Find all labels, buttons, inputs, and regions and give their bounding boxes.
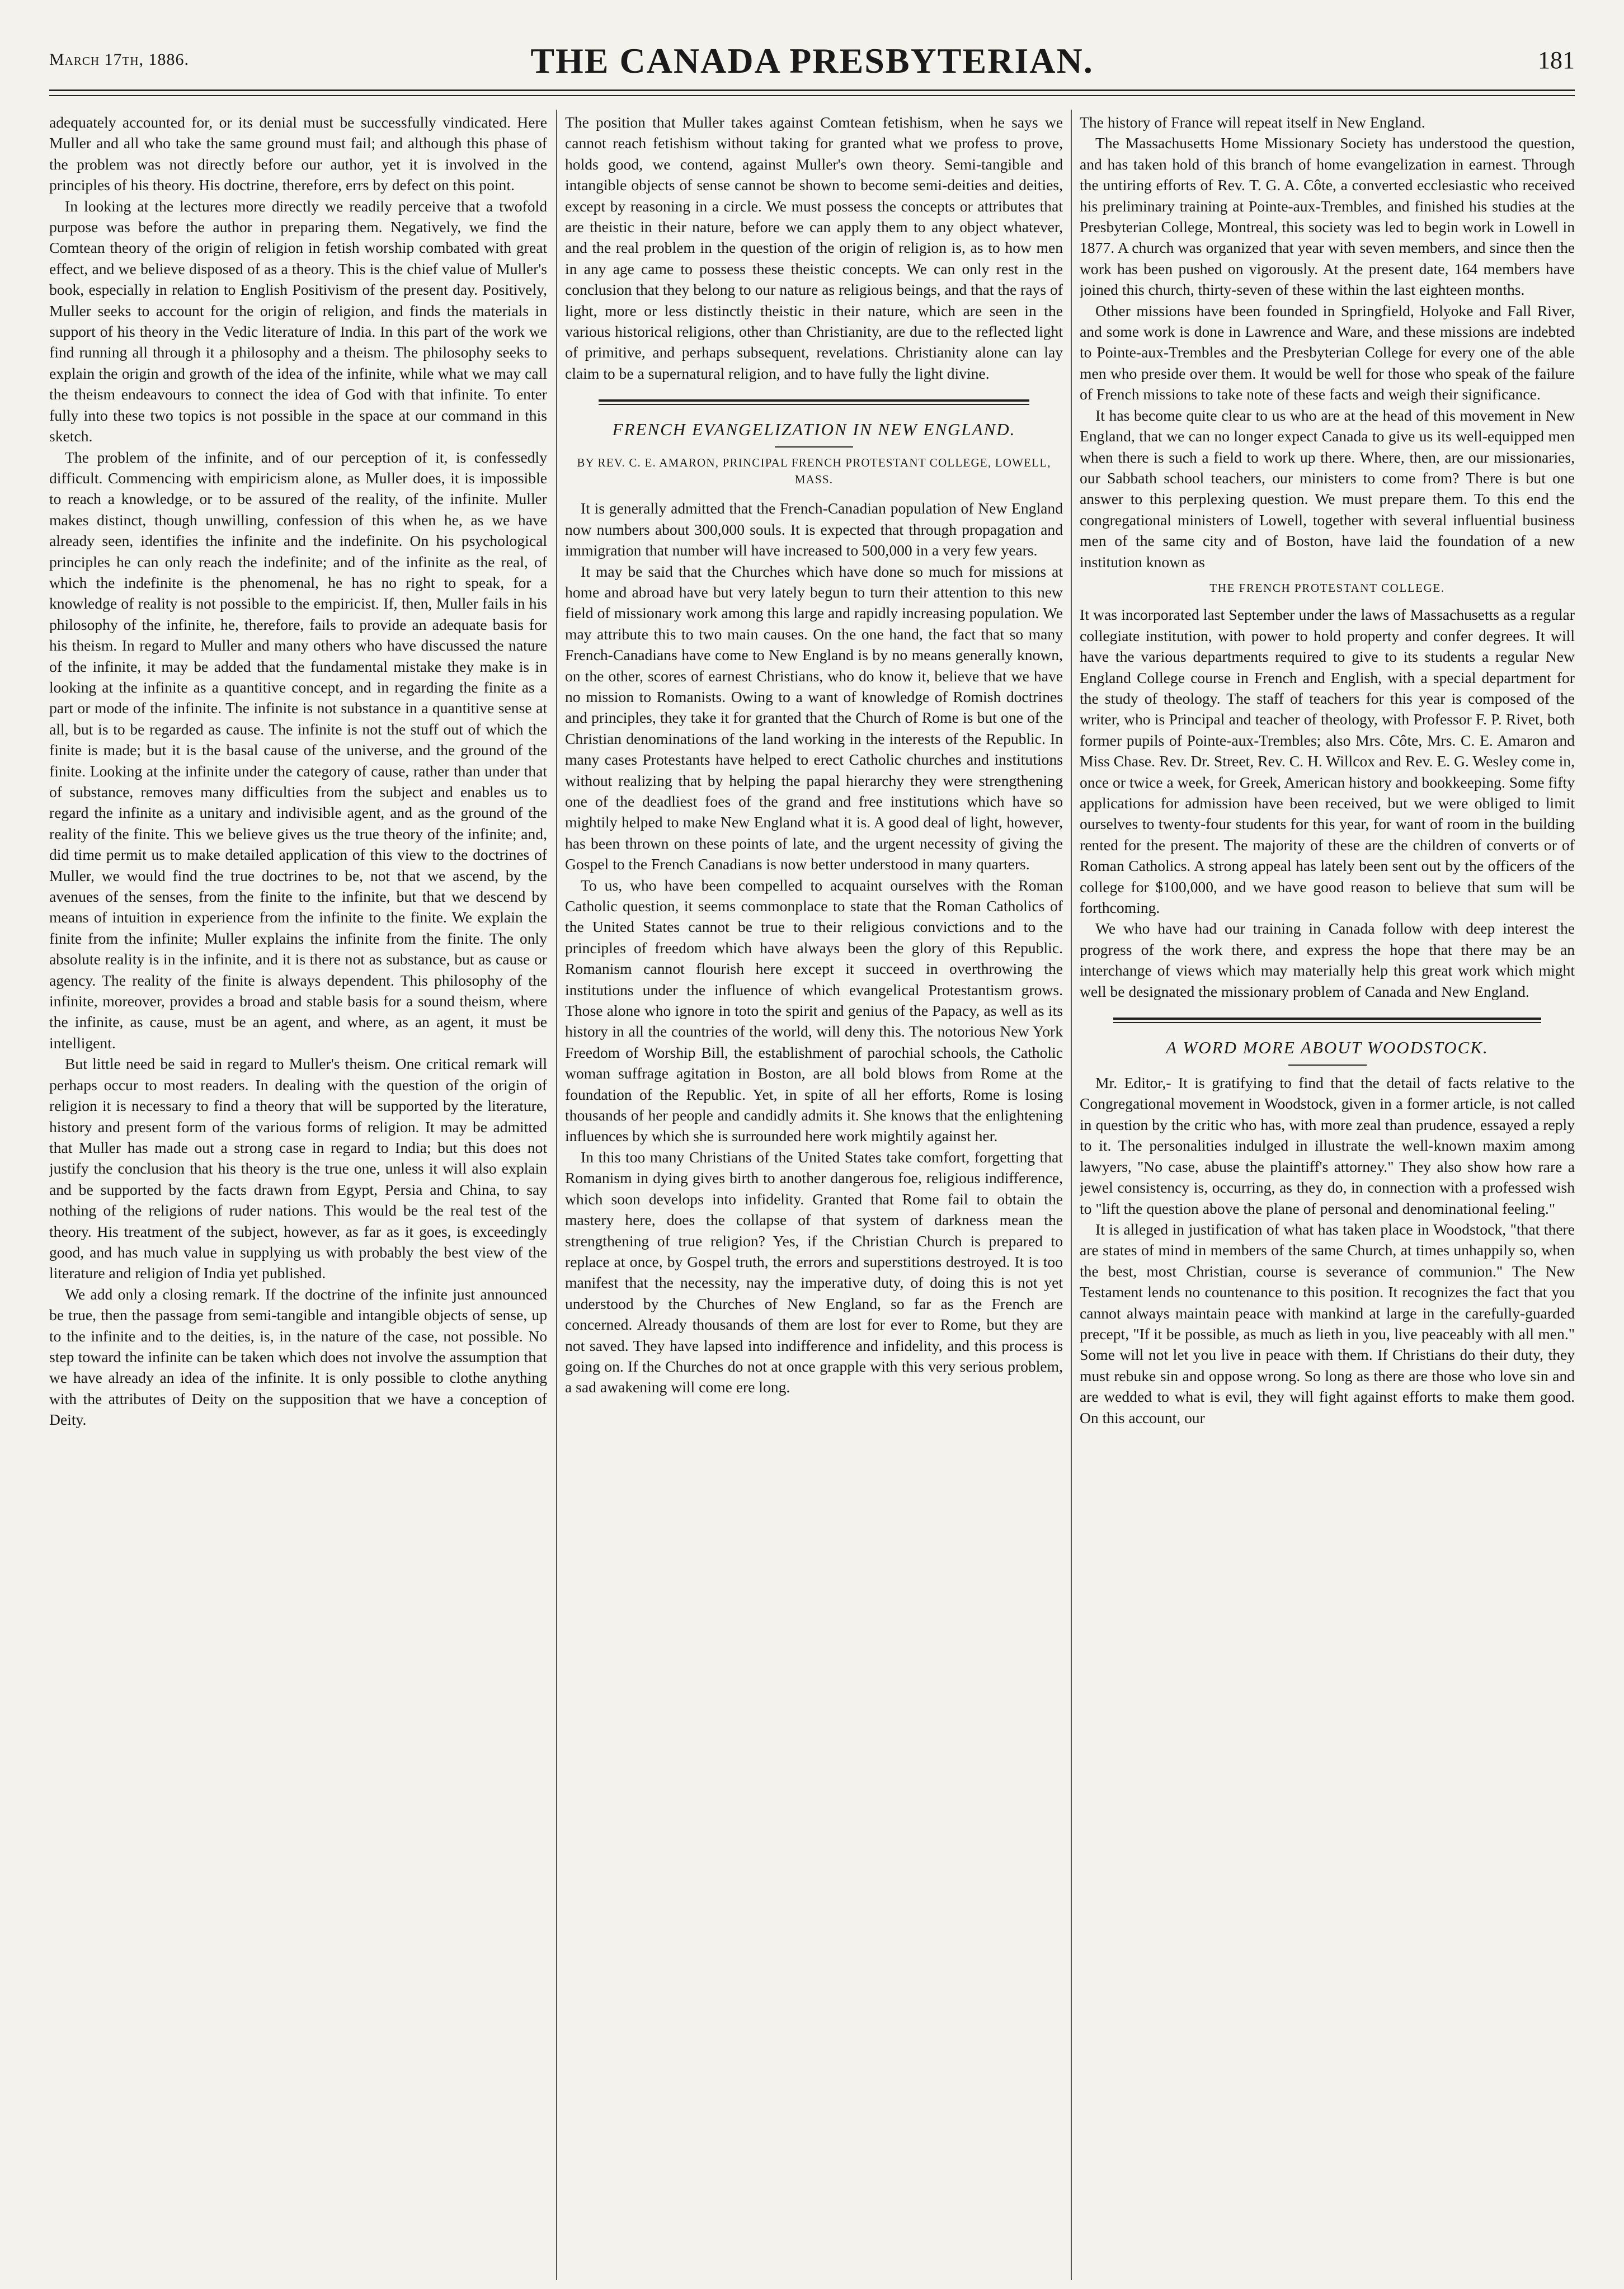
paragraph: In looking at the lectures more directly we readily perceive that a twofold purpose was before the author in preparing them. Negatively, we find the Comtean theory of the origin of religion in fetish worship combated with great effect, and we believe disposed of as a theory. This is the chief value of Muller's book, especially in relation to English Positivism of the present day. Positively, Muller seeks to account for the origin of religion, and finds the materials in support of his theory in the Vedic literature of India. In this part of the work we find running all through it a philosophy and a theism. The philosophy seeks to explain the origin and growth of the idea of the infinite, while what we may call the theism endeavours to connect the idea of God with that infinite. To enter fully into these two topics is not possible in the space at our command in this sketch. (49, 197, 547, 445)
section-divider (599, 399, 1029, 405)
paragraph: It may be said that the Churches which have done so much for missions at home and abroad have but very lately begun to turn their attention to this new field of missionary work among this large and rapidly increasing population. We may attribute this to two main causes. On the one hand, the fact that so many French-Canadians have come to New England is by no means generally known, on the other, scores of earnest Christians, who do know it, believe that we have no mission to Romanists. Owing to a want of knowledge of Romish doctrines and principles, they take it for granted that the Church of Rome is but one of the Christian denominations of the land working in the interests of the Republic. In many cases Protestants have helped to erect Catholic churches and institutions without realizing that by helping the papal hierarchy they were strengthening one of the deadliest foes of the grand and free institutions which have so mightily helped to make New England what it is. A good deal of light, however, has been thrown on these points of late, and the urgent necessity of giving the Gospel to the French Canadians is now better understood in many quarters. (565, 562, 1063, 873)
paragraph: The position that Muller takes against Comtean fetishism, when he says we cannot reach fetishism without taking for granted what we profess to prove, holds good, we contend, against Muller's own theory. Semi-tangible and intangible objects of sense cannot be shown to become semi-deities and deities, except by reasoning in a circle. We must possess the concepts or attributes that are theistic in their nature, before we can apply them to any object whatever, and the real problem in the question of the origin of religion is, as to how men in any age came to possess these theistic concepts. We can only rest in the conclusion that they belong to our nature as religious beings, and that the rays of light, more or less distinctly theistic in their nature, which are seen in the various historical religions, other than Christianity, are due to the reflected light of primitive, and perhaps subsequent, revelations. Christianity alone can lay claim to be a supernatural religion, and to have fully the light divine. (565, 114, 1063, 382)
paragraph: The history of France will repeat itself in New England. (1080, 114, 1425, 131)
article-byline: BY REV. C. E. AMARON, PRINCIPAL FRENCH PROTESTANT COLLEGE, LOWELL, MASS. (577, 456, 1051, 487)
paragraph: In this too many Christians of the United States take comfort, forgetting that Romanism in dying gives birth to another dangerous foe, religious indifference, which soon develops into infidelity. Granted that Rome fail to obtain the mastery here, does the collapse of that system of darkness mean the strengthening of true religion? Yes, if the Christian Church is prepared to replace at once, by Gospel truth, the errors and superstitions destroyed. It is too manifest that the necessity, nay the imperative duty, of doing this is not yet understood by the Churches of New England, so far as the French are concerned. Already thousands of them are lost for ever to Rome, but they are not saved. They have lapsed into indifference and infidelity, and this process is going on. If the Churches do not at once grapple with this very serious problem, a sad awakening will come ere long. (565, 1148, 1063, 1396)
issue-date: March 17th, 1886. (49, 50, 190, 69)
title-rule (775, 446, 853, 448)
paragraph: It was incorporated last September under the laws of Massachusetts as a regular collegiate institution, with power to hold property and confer degrees. It will have the various departments required to give to its students a regular New England College course in French and English, with a special department for the study of theology. The staff of teachers for this year is composed of the writer, who is Principal and teacher of theology, with Professor F. P. Rivet, both former pupils of Pointe-aux-Trembles; also Mrs. Côte, Mrs. C. E. Amaron and Miss Chase. Rev. Dr. Street, Rev. C. H. Willcox and Rev. E. G. Wesley come in, once or twice a week, for Greek, American history and bookkeeping. Some fifty applications for admission have been received, but we were obliged to limit ourselves to twenty-four students for this year, for want of room in the building rented for the present. The majority of these are the children of converts or of Roman Catholics. A strong appeal has lately been sent out by the officers of the college for $100,000, and we have good reason to believe that sum will be forthcoming. (1080, 606, 1575, 917)
masthead (49, 40, 1575, 85)
paragraph: Other missions have been founded in Springfield, Holyoke and Fall River, and some work is done in Lawrence and Ware, and these missions are indebted to Pointe-aux-Trembles and the Presbyterian College for every one of the able men who preside over them. It would be well for those who speak of the failure of French missions to take note of these facts and weigh their significance. (1080, 302, 1575, 403)
paragraph: We who have had our training in Canada follow with deep interest the progress of the work there, and express the hope that there may be an interchange of views which may materially help this great work which might well be designated the missionary problem of Canada and New England. (1080, 920, 1575, 1000)
paragraph: But little need be said in regard to Muller's theism. One critical remark will perhaps occur to most readers. In dealing with the question of the origin of religion it is necessary to find a theory that will be supported by the literature, history and present form of the various forms of religion. It may be admitted that Muller has made out a strong case in regard to India; but this does not justify the conclusion that his theory is the true one, unless it will also explain and be supported by the facts drawn from Egypt, Persia and China, to say nothing of the religions of ruder nations. This would be the real test of the theory. His treatment of the subject, however, as far as it goes, is exceedingly good, and has much value in supplying us with probably the best view of the literature and religion of India yet published. (49, 1055, 547, 1282)
paragraph: To us, who have been compelled to acquaint ourselves with the Roman Catholic question, it seems commonplace to state that the Roman Catholics of the United States cannot be true to their religious convictions and to the principles of freedom which have always been the glory of this Republic. Romanism cannot flourish here except it succeed in overthrowing the institutions under the influence of which evangelical Protestantism grows. Those alone who ignore in toto the spirit and genius of the Papacy, as well as its history in all the countries of the world, will deny this. The notorious New York Freedom of Worship Bill, the establishment of parochial schools, the Catholic woman suffrage agitation in Boston, are all bold blows from Rome at the foundation of the Republic. Yet, in spite of all her efforts, Rome is losing thousands of her people and candidly admits it. She knows that the enlightening influences by which she is surrounded here work mightily against her. (565, 876, 1063, 1145)
paragraph: adequately accounted for, or its denial must be successfully vindicated. Here Muller and all who take the same ground must fail; and although this phase of the problem was not directly before our author, yet it is involved in the principles of his theory. His doctrine, therefore, errs by defect on this point. (49, 114, 547, 194)
column-divider-1 (556, 110, 557, 2280)
title-rule (1288, 1065, 1367, 1066)
column-3 (1080, 112, 1575, 2277)
page-number: 181 (1538, 46, 1575, 74)
article-title: FRENCH EVANGELIZATION IN NEW ENGLAND. (612, 420, 1016, 440)
column-2 (565, 112, 1063, 2277)
paragraph: We add only a closing remark. If the doctrine of the infinite just announced be true, then the passage from semi-tangible and intangible objects of sense, up to the infinite and to the deities, is, in the nature of the case, not possible. No step toward the infinite can be taken which does not involve the assumption that we have already an idea of the infinite. It is only possible to clothe anything with the attributes of Deity on the supposition that we have a conception of Deity. (49, 1285, 547, 1429)
section-divider (1113, 1018, 1541, 1023)
paragraph: It is generally admitted that the French-Canadian population of New England now numbers about 300,000 souls. It is expected that through propagation and immigration that number will have increased to 500,000 in a very few years. (565, 500, 1063, 559)
column-divider-2 (1071, 110, 1072, 2280)
masthead-rule-bottom (49, 95, 1575, 96)
newspaper-title: THE CANADA PRESBYTERIAN. (530, 41, 1094, 81)
paragraph: The problem of the infinite, and of our perception of it, is confessedly difficult. Commencing with empiricism alone, as Muller does, it is impossible to reach a knowledge, or to be assured of the reality, of the infinite. Muller makes distinct, though unwilling, confession of this when he, as we have already seen, identifies the infinite and the indefinite. On his psychological principles he can only reach the indefinite; and of the infinite as the real, of which the indefinite is the phenomenal, he has no right to speak, for a knowledge of reality is not possible to the empiricist. If, then, Muller fails in his philosophy of the infinite, he, therefore, fails to provide an adequate basis for his theism. In regard to Muller and many others who have discussed the nature of the infinite, it may be added that the fundamental mistake they make is in looking at the infinite as a quantitive concept, and in regarding the finite as a part or mode of the infinite. The infinite is not substance in a quantitive sense at all, but is to be regarded as cause. The infinite is not the stuff out of which the finite is made; but it is the basal cause of the universe, and the ground of the finite. Looking at the infinite under the category of cause, rather than under that of substance, removes many difficulties from the subject and enables us to regard the infinite as a unitary and indivisible agent, and as the ground of the reality of the finite. This we believe gives us the true theory of the infinite; and, did time permit us to make detailed application of this view to the doctrines of Muller, we would find the true doctrines to be, not that we ascend, by the avenues of the senses, from the finite to the infinite, but that we descend by means of intuition in experience from the infinite to the finite. We explain the finite from the infinite; Muller explains the infinite from the finite. The only absolute reality is in the infinite, and it is there not as substance, but as cause or agency. The reality of the finite is always dependent. This philosophy of the infinite, moreover, provides a broad and stable basis for a sound theism, where the infinite, as cause, must be an agent, and where, as an agent, it must be intelligent. (49, 448, 547, 1052)
masthead-rule-top (49, 90, 1575, 91)
section-subhead: THE FRENCH PROTESTANT COLLEGE. (1209, 581, 1445, 595)
paragraph: Mr. Editor,- It is gratifying to find that the detail of facts relative to the Congregational movement in Woodstock, given in a former article, is not called in question by the critic who has, with more zeal than prudence, essayed a reply to it. The personalities indulged in illustrate the well-known maxim among lawyers, "No case, abuse the plaintiff's attorney." They also show how rare a jewel consistency is, occurring, as they do, in connection with a professed wish to "lift the question above the plane of personal and denominational feeling." (1080, 1074, 1575, 1217)
paragraph: It is alleged in justification of what has taken place in Woodstock, "that there are states of mind in members of the same Church, at times unhappily so, when the best, most Christian, course is severance of communion." The New Testament lends no countenance to this position. It recognizes the fact that you cannot always maintain peace with mankind at large in the carefully-guarded precept, "If it be possible, as much as lieth in you, live peaceably with all men." Some will not let you live in peace with them. If Christians do their duty, they must rebuke sin and oppose wrong. So long as there are those who love sin and are wedded to what is evil, they will fight against efforts to make them good. On this account, our (1080, 1220, 1575, 1426)
paragraph: The Massachusetts Home Missionary Society has understood the question, and has taken hold of this branch of home evangelization in earnest. Through the untiring efforts of Rev. T. G. A. Côte, a converted ecclesiastic who received his preliminary training at Pointe-aux-Trembles, and finished his studies at the Presbyterian College, Montreal, this society was led to begin work in Lowell in 1877. A church was organized that year with seven members, and since then the work has been pushed on vigorously. At the present date, 164 members have joined this church, thirty-seven of these within the last eighteen months. (1080, 134, 1575, 299)
column-1 (49, 112, 547, 2277)
paragraph: It has become quite clear to us who are at the head of this movement in New England, that we can no longer expect Canada to give us its well-equipped men when there is such a field to work up there. Where, then, are our missionaries, our Sabbath school teachers, our ministers to come from? There is but one answer to this perplexing question. We must prepare them. To this end the congregational ministers of Lowell, together with several influential business men of the same city and of Boston, have laid the foundation of a new institution known as (1080, 406, 1575, 571)
article-title: A WORD MORE ABOUT WOODSTOCK. (1166, 1038, 1489, 1058)
